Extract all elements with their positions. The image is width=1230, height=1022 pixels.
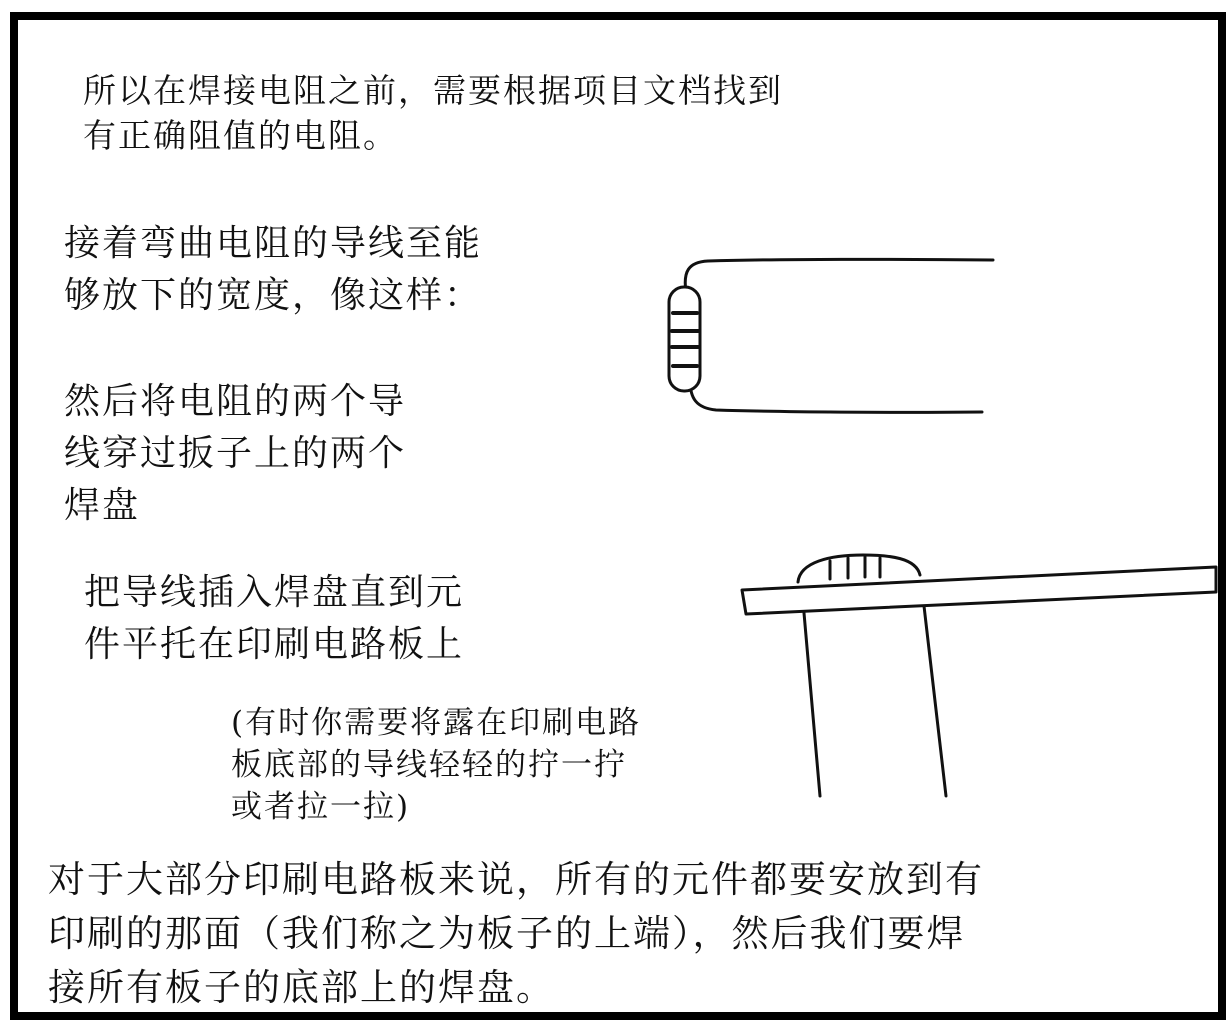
caption-line: 或者拉一拉) (231, 789, 411, 825)
caption-line: (有时你需要将露在印刷电路 (231, 705, 642, 741)
resistor-body (669, 287, 700, 391)
caption-line: 对于大部分印刷电路板来说，所有的元件都要安放到有 (48, 858, 984, 901)
lower-lead (690, 380, 982, 412)
bent-resistor-drawing (669, 259, 993, 412)
comic-panel (10, 12, 1226, 1020)
left-support (804, 613, 820, 796)
caption-line: 线穿过扳子上的两个 (64, 433, 407, 474)
caption-line: 焊盘 (64, 485, 141, 526)
resistor-illustrations (18, 20, 1218, 1012)
resistor-on-board (798, 555, 920, 582)
caption-line: 所以在焊接电阻之前，需要根据项目文档找到 (83, 71, 783, 110)
caption-line: 板底部的导线轻轻的拧一拧 (231, 747, 627, 783)
caption-line: 有正确阻值的电阻。 (83, 116, 398, 155)
right-support (924, 606, 946, 796)
board-resistor-drawing (742, 555, 1216, 796)
caption-line: 把导线插入焊盘直到元 (84, 572, 465, 613)
caption-line: 够放下的宽度，像这样： (64, 275, 483, 316)
caption-line: 接着弯曲电阻的导线至能 (64, 223, 483, 264)
caption-line: 然后将电阻的两个导 (64, 381, 407, 422)
upper-lead (685, 259, 993, 292)
caption-line: 件平托在印刷电路板上 (84, 624, 465, 665)
caption-line: 印刷的那面（我们称之为板子的上端），然后我们要焊 (48, 912, 966, 955)
caption-line: 接所有板子的底部上的焊盘。 (48, 966, 555, 1009)
